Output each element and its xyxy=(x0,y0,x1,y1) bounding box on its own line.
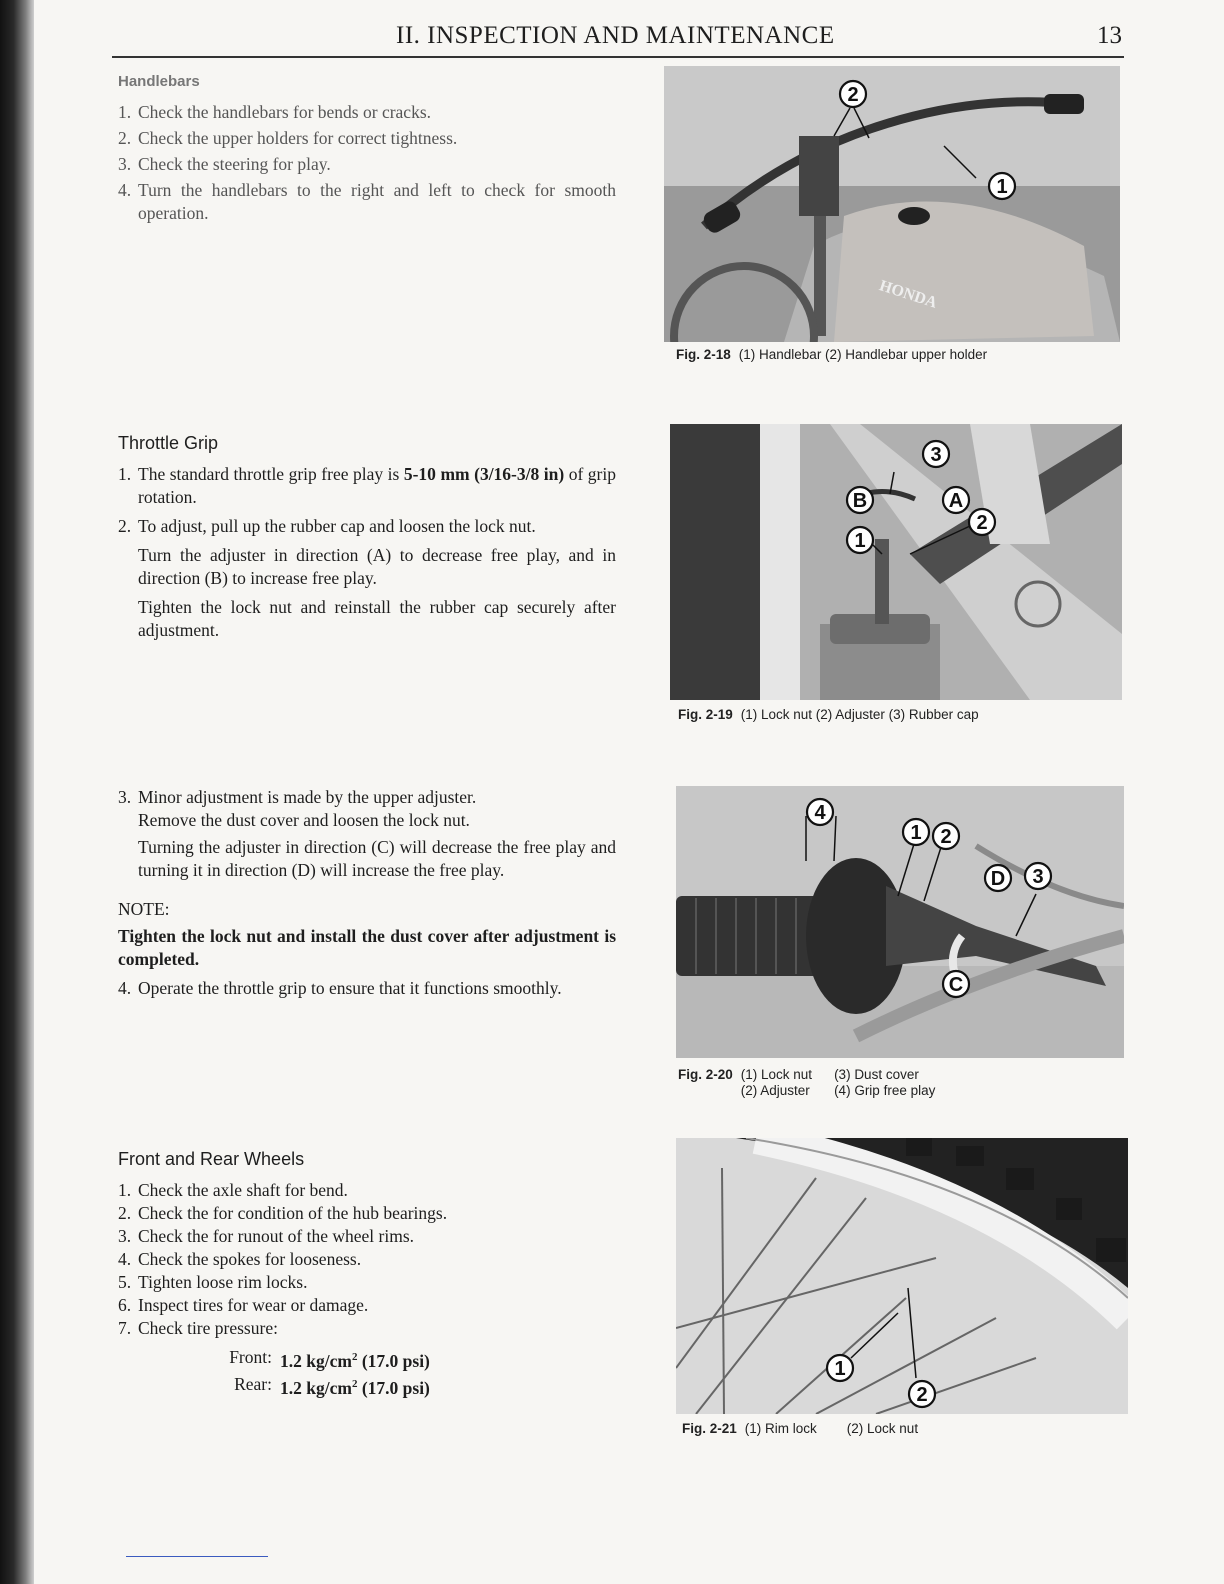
item-number: 2. xyxy=(118,128,132,148)
svg-text:1: 1 xyxy=(834,1358,846,1380)
throttle-grip-illustration xyxy=(676,786,1124,1058)
page-header-title: II. INSPECTION AND MAINTENANCE xyxy=(396,22,835,49)
callout-2 xyxy=(969,509,995,535)
figure-label: Fig. 2-21 xyxy=(682,1421,737,1436)
svg-text:2: 2 xyxy=(976,512,988,534)
fig-2-21-caption xyxy=(682,1421,918,1436)
callout-1 xyxy=(847,527,873,553)
item-number: 3. xyxy=(118,787,132,807)
svg-text:3: 3 xyxy=(1032,866,1044,888)
throttle-adjuster-illustration xyxy=(670,424,1122,700)
footer-rule xyxy=(126,1556,268,1557)
fig-2-18-photo xyxy=(664,66,1120,342)
minor-adjustment-section xyxy=(118,786,616,1003)
free-play-value: 5-10 mm (3/16-3/8 in) xyxy=(403,464,565,484)
fig-2-19-caption xyxy=(678,707,979,722)
item-number: 1. xyxy=(118,102,132,122)
fig-2-21-photo xyxy=(676,1138,1128,1414)
item-text: Check the handlebars for bends or cracks. xyxy=(138,102,432,122)
item-number: 2. xyxy=(118,516,132,536)
svg-text:1: 1 xyxy=(854,530,866,552)
handlebar-illustration xyxy=(664,66,1120,342)
callout-2 xyxy=(933,823,959,849)
callout-b xyxy=(847,487,873,513)
list-item xyxy=(118,786,616,888)
svg-text:C: C xyxy=(948,974,964,996)
svg-text:2: 2 xyxy=(847,84,859,106)
handlebars-section xyxy=(118,70,616,228)
callout-1 xyxy=(903,819,929,845)
list-item: 7. Check tire pressure: xyxy=(118,1318,278,1338)
throttle-grip-heading: Throttle Grip xyxy=(118,433,219,453)
figure-caption-text: (1) Rim lock xyxy=(744,1421,817,1436)
callout-3 xyxy=(923,441,949,467)
front-pressure-row: Front: 1.2 $kg/cm^2$ (17.0 psi) xyxy=(229,1347,430,1371)
list-item xyxy=(118,515,616,648)
svg-text:D: D xyxy=(990,868,1006,890)
svg-text:B: B xyxy=(852,490,868,512)
callout-1 xyxy=(989,173,1015,199)
item-number: 4. xyxy=(118,180,132,200)
figure-caption-text: (1) Handlebar (2) Handlebar upper holder xyxy=(738,347,988,362)
figure-label: Fig. 2-20 xyxy=(678,1067,733,1082)
item-number: 1. xyxy=(118,464,132,484)
item-number: 3. xyxy=(118,154,132,174)
item-text: Check the upper holders for correct tightness. xyxy=(138,128,458,148)
list-item xyxy=(118,463,616,509)
callout-3 xyxy=(1025,863,1051,889)
figure-label: Fig. 2-18 xyxy=(676,347,731,362)
svg-text:A: A xyxy=(948,490,964,512)
tire-pressure-table xyxy=(214,1346,616,1400)
figure-caption-text: (1) Lock nut (2) Adjuster (3) Rubber cap xyxy=(740,707,979,722)
list-item xyxy=(118,179,616,225)
svg-text:2: 2 xyxy=(916,1384,928,1406)
svg-text:1: 1 xyxy=(996,176,1008,198)
note-body: Tighten the lock nut and install the dust cover after adjustment is completed. xyxy=(118,926,616,969)
wheels-heading: Front and Rear Wheels xyxy=(118,1149,305,1169)
callout-d xyxy=(985,865,1011,891)
callout-1 xyxy=(827,1355,853,1381)
callout-2 xyxy=(909,1381,935,1407)
list-item: 2. Check the for condition of the hub bearings. xyxy=(118,1203,448,1223)
item-text: The standard throttle grip free play is 5-10 mm (3/16-3/8 in) of grip rotation. xyxy=(138,464,616,507)
list-item xyxy=(118,101,616,124)
figure-label: Fig. 2-19 xyxy=(678,707,733,722)
book-binding-shadow xyxy=(0,0,34,1584)
list-item: 4. Check the spokes for looseness. xyxy=(118,1249,362,1269)
svg-text:4: 4 xyxy=(814,802,826,824)
fig-2-20-caption xyxy=(678,1067,957,1098)
item-text: Operate the throttle grip to ensure that it functions smoothly. xyxy=(138,978,562,998)
list-item: 5. Tighten loose rim locks. xyxy=(118,1272,308,1292)
callout-c xyxy=(943,971,969,997)
item-text: Turn the handlebars to the right and left to check for smooth operation. xyxy=(138,180,616,223)
honda-logo-text: HONDA xyxy=(877,277,940,312)
item-text: Check the steering for play. xyxy=(138,154,331,174)
page-number: 13 xyxy=(1097,22,1122,49)
note-label: NOTE: xyxy=(118,899,170,919)
svg-text:1: 1 xyxy=(910,822,922,844)
item-text: Minor adjustment is made by the upper adjuster. Remove the dust cover and loosen the lock nut. Turning the adjuster in direction (C) will decrease the free play and turning it in direction (D) will increase the free play. xyxy=(138,787,616,880)
item-text: To adjust, pull up the rubber cap and loosen the lock nut. Turn the adjuster in direction (A) to decrease free play, and in direction (B) to increase free play. Tighten the lock nut and reinstall the rubber cap securely after adjustment. xyxy=(138,516,616,640)
wheels-section xyxy=(118,1148,616,1400)
header-divider xyxy=(112,56,1124,58)
handlebars-heading: Handlebars xyxy=(118,73,200,90)
list-item xyxy=(118,127,616,150)
figure-caption-text: (2) Lock nut xyxy=(846,1421,919,1436)
throttle-grip-section xyxy=(118,432,616,651)
list-item: 6. Inspect tires for wear or damage. xyxy=(118,1295,369,1315)
wheel-rim-illustration xyxy=(676,1138,1128,1414)
list-item xyxy=(118,977,616,1000)
callout-4 xyxy=(807,799,833,825)
figure-caption-grid: (1) Lock nut (3) Dust cover (2) Adjuster (4) Grip free play xyxy=(740,1067,936,1098)
item-number: 4. xyxy=(118,978,132,998)
list-item: 3. Check the for runout of the wheel rims. xyxy=(118,1226,415,1246)
fig-2-19-photo xyxy=(670,424,1122,700)
fig-2-18-caption xyxy=(676,347,987,362)
svg-text:3: 3 xyxy=(930,444,942,466)
list-item: 1. Check the axle shaft for bend. xyxy=(118,1180,348,1200)
list-item xyxy=(118,153,616,176)
rear-pressure-row: Rear: 1.2 $kg/cm^2$ (17.0 psi) xyxy=(234,1373,430,1398)
fig-2-20-photo xyxy=(676,786,1124,1058)
svg-text:2: 2 xyxy=(940,826,952,848)
callout-a xyxy=(943,487,969,513)
callout-2 xyxy=(840,81,866,107)
